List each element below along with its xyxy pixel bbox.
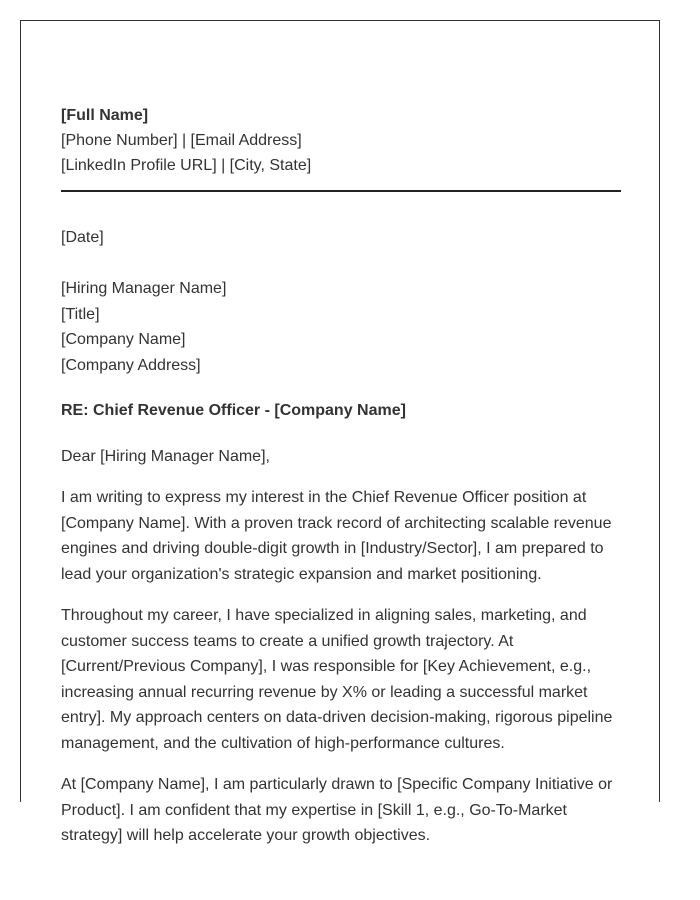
salutation: Dear [Hiring Manager Name], — [61, 448, 270, 465]
recipient-title: [Title] — [61, 305, 100, 323]
letter-date: [Date] — [61, 229, 104, 246]
sender-contact-line: [Phone Number] | [Email Address] — [61, 132, 302, 149]
recipient-block — [61, 276, 621, 378]
document-page — [20, 20, 660, 844]
sender-location-line: [LinkedIn Profile URL] | [City, State] — [61, 157, 312, 174]
recipient-address: [Company Address] — [61, 356, 201, 374]
body-paragraph-3: At [Company Name], I am particularly drawn to [Specific Company Initiative or Product]. I am confident that my expertise in [Skill 1, e.g., Go-To-Market strategy] will help accelerate your growth objectives. — [61, 776, 613, 844]
subject-line: RE: Chief Revenue Officer - [Company Name] — [61, 402, 406, 419]
recipient-name: [Hiring Manager Name] — [61, 280, 227, 297]
recipient-company: [Company Name] — [61, 331, 186, 348]
header-divider — [61, 190, 621, 192]
cover-letter-body — [61, 103, 621, 849]
letter-header — [61, 103, 621, 178]
sender-full-name: [Full Name] — [61, 107, 149, 124]
body-paragraph-2: Throughout my career, I have specialized in aligning sales, marketing, and customer success teams to create a unified growth trajectory. At [Current/Previous Company], I was responsible for [Key Achievement, e.g., increasing annual recurring revenue by X% or leading a successful market entry]. My approach centers on data-driven decision-making, rigorous pipeline management, and the cultivation of high-performance cultures. — [61, 607, 613, 752]
body-paragraph-1: I am writing to express my interest in the Chief Revenue Officer position at [Company Name]. With a proven track record of architecting scalable revenue engines and driving double-digit growth in [Industry/Sector], I am prepared to lead your organization's strategic expansion and market positioning. — [61, 489, 612, 583]
